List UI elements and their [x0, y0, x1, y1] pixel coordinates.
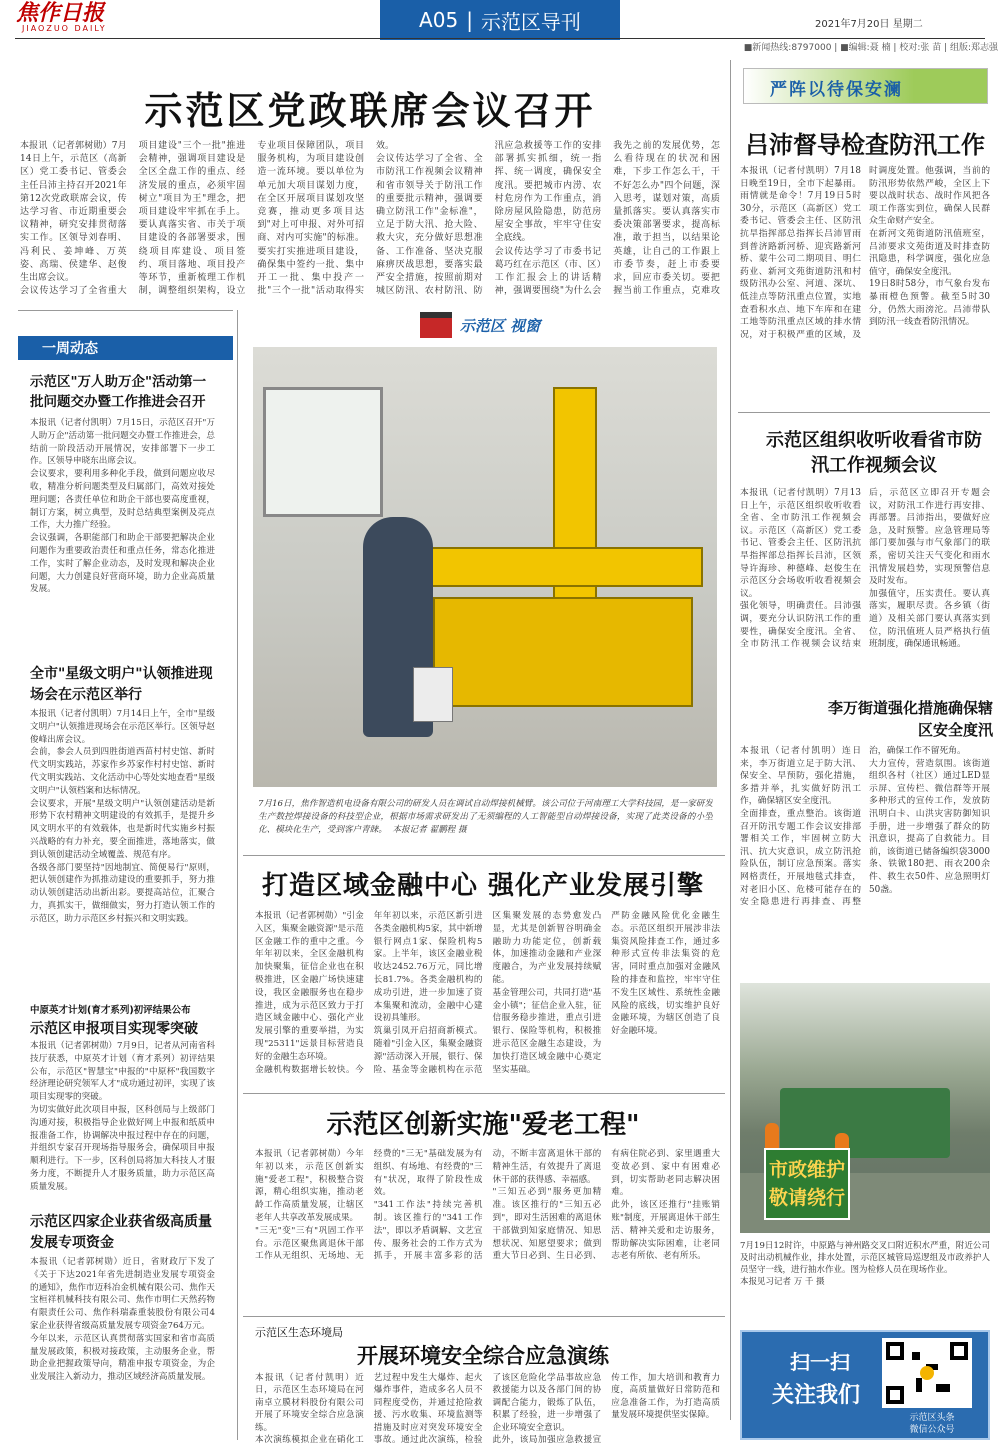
qr-slogan-2: 关注我们 [772, 1383, 861, 1408]
photo-window-badge [395, 305, 565, 345]
newspaper-logo [16, 2, 126, 36]
weekly-item3-title: 示范区申报项目实现零突破 [30, 1021, 198, 1037]
page-number: A05 [419, 8, 459, 32]
qr-account-label: 示范区头条 微信公众号 [909, 1413, 955, 1435]
story1-title: 吕沛督导检查防汛工作 [745, 130, 985, 159]
story1-body: 本报讯（记者付凯明）7月18日晚至19日，全市下起暴雨。雨情就是命令！7月19日5时30分，示范区（高新区）党工委书记、管委会主任、区防汛抗旱指挥部总指挥长吕沛冒雨到普济路新河桥、迎宾路新河桥、蒙牛公司二期项目、明仁药业、新河文苑街道防汛和村级防汛办公室、河道、深坑、低洼点等防汛重点位置，实地查看积水点、地下车库和在建工地等防汛重点区域的排水情况，对于积极严重的区域，及时调度处置。他强调，当前的防汛形势依然严峻，全区上下要以战时状态、战时作风把各项工作落实到位，确保人民群众生命财产安全。 在新河文苑街道防汛值班室，吕沛要求文苑街道及时排查防汛隐患，科学调度，强化应急值守，确保安全度汛。 19日8时58分，市气象台发布暴雨橙色预警。截至5时30分，仍然大雨滂沱。吕沛带队到防汛一线查看防汛情况。 [740, 166, 990, 340]
weekly-item3-body: 本报讯（记者郭树勋）7月9日，记者从河南省科技厅获悉，中原英才计划（育才系列）初评结果公布，示范区"智慧宝"申报的"中原杯"我国数字经济理论研究领军人才"成功通过初评，实现了该项目实现零的突破。 为切实做好此次项目申报，区科创局与上级部门沟通对接，积极指导企业做好网上申报和纸质申报准备工作，协调解决申报过程中存在的问题，并组织专家召开现场指导服务会，确保项目申报顺利进行。下一步，区科创局将加大科技人才服务力度，不断提升人才服务质量，助力示范区高质量发展。 [30, 1041, 215, 1192]
weekly-item4-title: 示范区四家企业获省级高质量发展专项资金 [30, 1214, 212, 1251]
page-tab: A05 | 示范区导刊 [380, 0, 620, 40]
welding-photo [253, 347, 717, 787]
masthead-rule [15, 38, 985, 39]
photo-window-badge-text: 示范区 视窗 [459, 316, 541, 335]
welding-machine-arm [413, 547, 703, 587]
qr-code-icon[interactable] [882, 1338, 972, 1408]
weekly-news-header [18, 336, 233, 360]
story2-title: 示范区组织收听收看省市防汛工作视频会议 [766, 430, 982, 476]
env-body: 本报讯（记者付凯明）近日，示范区生态环境局在河南卓立膜材料股份有限公司开展了环境安全综合应急演练。 本次演练模拟企业在硝化工艺过程中发生大爆炸、起火爆炸事件，造成多名人员不同程度受伤，并通过抢险救援、污水收集、环境监测等措施及时应对突发环境安全事故。通过此次演练，检验了该区危险化学品事故应急救援能力以及各部门间的协调配合能力，锻炼了队伍，积累了经验，进一步增强了企业环境安全意识。 此外，该局加强应急救援宣传工作，加大培训和教育力度，高质量做好日常防范和应急准备工作，为打造高质量发展环境提供坚实保障。 [255, 1373, 720, 1446]
weekly-news-header-text: 一周动态 [42, 341, 98, 357]
qr-panel [740, 1330, 990, 1440]
elderly-headline: 示范区创新实施"爱老工程" [326, 1110, 640, 1140]
flood-banner-text: 严阵以待保安澜 [770, 80, 903, 100]
weekly-item3-kicker: 中原英才计划(育才系列)初评结果公布 [30, 1005, 191, 1016]
finance-headline: 打造区域金融中心 强化产业发展引擎 [261, 871, 705, 901]
finance-body: 本报讯（记者郭树勋）"引金入区，集聚金融资源"是示范区金融工作的重中之重。今年年初以来，全区金融机构加快聚集，征信企业也在积极推进，区金融广场快速建设，我区金融服务也在稳步推进，成为示范区致力于打造区域金融中心、强化产业发展引擎的重要举措，为实现"25311"远景目标营造良好的金融生态环境。 金融机构数据增长较快。今年年初以来，示范区新引进各类金融机构5家，其中新增银行网点1家、保险机构5家。上半年，该区金融业税收达2452.76万元，同比增长81.7%。各类金融机构的成功引进，进一步加速了资本集聚和流动，金融中心建设初具雏形。 筑巢引凤开启招商新模式。随着"引金入区，集聚金融资源"活动深入开展，银行、保险、基金等金融机构在示范区集聚发展的态势愈发凸显，尤其是创新智谷明确金融助力功能定位，创新载体，加速推动金融和产业深度融合，为产业发展持续赋能。 基金管理公司，共同打造"基金小镇"；征信企业入驻，征信服务稳步推进，重点引进银行、保险等机构，积极推进示范区金融生态建设，为加快打造区域金融中心奠定坚实基础。 严防金融风险优化金融生态。示范区组织开展涉非法集资风险排查工作，通过多种形式宣传非法集资的危害，同时重点加强对金融风险的排查和监控，牢牢守住不发生区域性、系统性金融风险的底线，切实维护良好金融环境，为辖区创造了良好金融环境。 [255, 911, 720, 1075]
control-box [413, 667, 453, 722]
issue-date: 2021年7月20日 星期二 [815, 19, 923, 30]
weekly-item4-body: 本报讯（记者郭树勋）近日，省财政厅下发了《关于下达2021年省先进制造业发展专项资金的通知》，焦作市迈科冶金机械有限公司、焦作天宝桓祥机械科技有限公司、焦作市明仁天然药物有限责任公司、焦作科瑞森重装股份有限公司4家企业获得省级高质量发展专项资金764万元。 今年以来，示范区认真贯彻落实国家和省市高质量发展政策，积极对接政策，主动服务企业，帮助企业把握政策导向，精准申报专项资金，为企业发展注入新动力，推动区域经济高质量发展。 [30, 1257, 215, 1383]
env-headline: 开展环境安全综合应急演练 [357, 1343, 609, 1368]
page-section-title: 示范区导刊 [480, 9, 581, 34]
weekly-item2-body: 本报讯（记者付凯明）7月14日上午，全市"星级文明户"认领推进现场会在示范区举行。区领导赵俊峰出席会议。 会前，参会人员到四胜街道西苗村村史馆、新时代文明实践站，苏家作乡苏家作村村史馆、新时代文明实践站、文化活动中心等处实地查看"星级文明户"认领档案和达标情况。 会议要求，开展"星级文明户"认领创建活动是新形势下农村精神文明建设的有效抓手，是提升乡风文明水平的有效载体，也是新时代实施乡村振兴战略的有力补充，要全面推进，落地落实，做到认领创建活动全域覆盖、规范有序。 各级各部门要坚持"因地制宜、简便易行"原则，把认领创建作为抓推动建设的重要抓手，努力推动认领创建活动出新出彩。要提高站位，汇聚合力，真抓实干，做细做实，努力打造认领工作的示范区，助力示范区乡村振兴和文明实践。 [30, 709, 215, 924]
clapperboard-icon [420, 312, 452, 338]
weekly-item1-body: 本报讯（记者付凯明）7月15日，示范区召开"万人助万企"活动第一批问题交办暨工作推进会，总结前一阶段活动开展情况，安排部署下一步工作。区领导申晓东出席会议。 会议要求，要利用多种化手段，做到问题应收尽收，精准分析问题类型及归属部门，高效对接处理问题；各责任单位和助企干部也要高度重视，制订方案，树立典型，及时总结典型案例及亮点工作，大力推广经验。 会议强调，各职能部门和助企干部要把解决企业问题作为重要政治责任和重点任务，常态化推进工作，实时了解企业动态，及时发现和解决企业问题，大力创建良好营商环境，助力企业高质量发展。 [30, 418, 215, 595]
logo-text: 焦作日报 [16, 0, 105, 26]
welding-photo-caption: 7月16日，焦作智造机电设备有限公司的研发人员在调试自动焊接机械臂。该公司位于河南理工大学科技园，是一家研发生产数控焊接设备的科技型企业，根据市场需求研发出了无须编程的人工智能型自动焊接设备，实现了此类设备的小型化、模块化生产，受到客户青睐。 本报记者 翟鹏程 摄 [258, 799, 713, 835]
flood-photo-caption: 7月19日12时许，中原路与神州路交叉口附近积水严重，附近公司及时出动机械作业，排水处置，示范区城管局巡逻组及市政养护人员坚守一线，进行抽水作业。图为检修人员在现场作业。 本报见习记者 万 千 摄 [740, 1241, 990, 1287]
weekly-item1-title: 示范区"万人助万企"活动第一批问题交办暨工作推进会召开 [30, 374, 207, 410]
elderly-body: 本报讯（记者郭树勋）今年年初以来，示范区创新实施"爱老工程"，积极整合资源，精心组织实施，推动老龄工作高质量发展，让辖区老年人共享改革发展成果。 "三无"变"三有"巩固工作平台。示范区聚焦离退休干部工作从无组织、无场地、无经费的"三无"基础发展为有组织、有场地、有经费的"三有"状况，取得了阶段性成效。 "341工作法"持续完善机制。该区推行的"341工作法"，即以矛盾调解、文艺宣传、服务社会的工作方式为抓手，开展丰富多彩的活动，不断丰富离退休干部的精神生活，有效提升了离退休干部的获得感、幸福感。 "三知五必到"服务更加精准。该区推行的"三知五必到"，即对生活困难的离退休干部做到知家庭情况、知思想状况、知愿望要求；做到重大节日必到、生日必到、有病住院必到、家里遇重大变故必到、家中有困难必到，切实帮助老同志解决困难。 此外，该区还推行"挂账销账"制度，开展离退休干部生活、精神关爱和走访服务，帮助解决实际困难，让老同志老有所依、老有所乐。 [255, 1149, 720, 1262]
weekly-item2-title: 全市"星级文明户"认领推进现场会在示范区举行 [30, 666, 213, 703]
story3-title: 李万街道强化措施确保辖区安全度汛 [828, 699, 994, 739]
editor-credits: ■新闻热线:8797000 | ■编辑:聂 楠 | 校对:张 苗 | 组版:郑志强 [743, 43, 998, 53]
story2-body: 本报讯（记者付凯明）7月13日上午，示范区组织收听收看全省、全市防汛工作视频会议。示范区（高新区）党工委书记、管委会主任、区防汛抗旱指挥部总指挥长吕沛，区领导许海珍、种德峰、赵俊生在示范区分会场收听收看视频会议。 强化领导，明确责任。吕沛强调，要充分认识防汛工作的重要性，确保安全度汛。全省、全市防汛工作视频会议结束后，示范区立即召开专题会议，对防汛工作进行再安排、再部署。吕沛指出，要做好应急，及时预警。应急管理局等部门要加强与市气象部门的联系，密切关注天气变化和雨水汛情发展趋势，实现预警信息及时发布。 加强值守，压实责任。要认真落实，履职尽责。各乡镇（街道）及相关部门要认真落实到位，防汛值班人员严格执行值班制度，确保通讯畅通。 [740, 488, 990, 650]
flood-photo-stamp: 市政维护 敬请绕行 [764, 1148, 850, 1220]
story3-body: 本报讯（记者付凯明）连日来，李万街道立足于防大汛、保安全、早预防，强化措施，多措并举，扎实做好防汛工作，确保辖区安全度汛。 全面排查，重点整治。该街道召开防汛专题工作会议安排部署相关工作，牢固树立防大汛、抗大灾意识，成立防汛抢险队伍，制订应急预案。落实网格责任，开展地毯式排查，对老旧小区、危楼可能存在的安全隐患进行再排查、再整治，确保工作不留死角。 大力宣传，营造氛围。该街道组织各村（社区）通过LED显示屏、宣传栏、微信群等开展多种形式的宣传工作，发放防汛明白卡、山洪灾害防御知识手册，进一步增强了群众的防汛意识，提高了自救能力。目前，该街道已储备编织袋3000条、铁锨180把、雨衣200余件、救生衣50件、应急照明灯50盏。 [740, 746, 990, 908]
masthead [0, 0, 1000, 40]
env-kicker: 示范区生态环境局 [255, 1326, 343, 1339]
welding-machine-base [433, 597, 693, 707]
main-headline: 示范区党政联席会议召开 [144, 88, 596, 133]
logo-en: JIAOZUO DAILY [22, 24, 107, 33]
window-shape [263, 387, 383, 517]
qr-slogan-1: 扫一扫 [790, 1350, 850, 1374]
flood-banner [743, 68, 988, 104]
main-article-body: 本报讯（记者郭树勋）7月14日上午，示范区（高新区）党工委书记、管委会主任吕沛主持召开2021年第12次党政联席会议，传达学习省、市近期重要会议精神，研究安排贯彻落实工作。区领导刘春明、冯利民、姜坤峰、万英姿、高瑞、侯建华、赵俊生出席会议。 会议传达学习了全省重大项目建设"三个一批"推进会精神，强调项目建设是全区全盘工作的重点、经济发展的重点，必须牢固树立"项目为王"理念，把项目建设牢牢抓在手上。要认真落实省、市关于项目建设的各部署要求，围绕项目库建设、项目签约、项目落地、项目投产等环节，重新梳理工作机制，调整组织架构，设立专业项目保障团队，项目服务机构，为项目建设创造一流环境。要以单位为单元加大项目谋划力度，在全区开展项目谋划攻坚竞赛，推动更多项目达到"对上可申报、对外可招商、对内可实施"的标准。要实打实推进项目建设，确保集中签约一批、集中开工一批、集中投产一批"三个一批"活动取得实效。 会议传达学习了全省、全市防汛工作视频会议精神和省市领导关于防汛工作的重要批示精神，强调要确立防汛工作"金标准"，立足于防大汛、抢大险、救大灾，充分做好思想准备、工作准备、坚决克服麻痹厌战思想，要落实最严安全措施，按照前期对城区防汛、农村防汛、防汛应急救援等工作的安排部署抓实抓细，统一指挥、统一调度，确保安全度汛。要把城市内涝、农村危房作为工作重点，消除房屋风险隐患，防范房屋安全事故，牢牢守住安全底线。 会议传达学习了市委书记葛巧红在示范区（市、区）工作汇报会上的讲话精神，强调要围绕"为什么会我先之前的发展优势，怎么看待现在的状况和困难，下步工作怎么干，干不好怎么办"四个问题，深入思考，谋划对策，高质量抓落实。要认真落实市委决策部署要求，提高标准，敢于担当，以结果论英雄，让自己的工作跟上市委节奏，赶上市委要求，回应市委关切。要把握当前工作重点，克难攻 [20, 141, 720, 297]
